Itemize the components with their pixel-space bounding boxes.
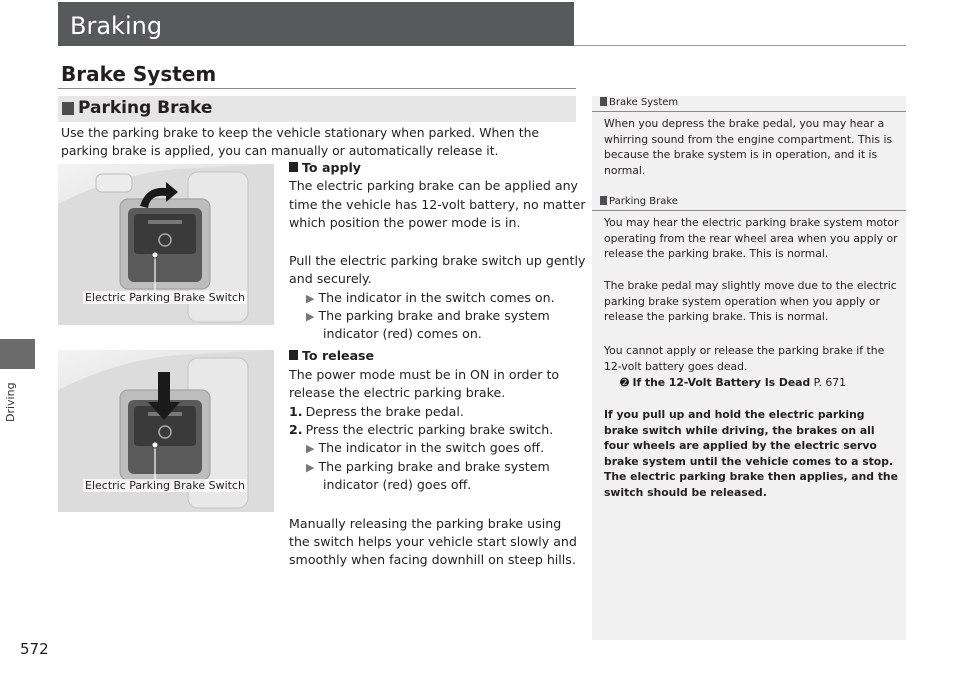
subsection-title: Parking Brake <box>78 98 213 118</box>
release-result: ▶ The parking brake and brake system <box>306 459 550 474</box>
release-closing: Manually releasing the parking brake using <box>289 516 562 531</box>
apply-line: and securely. <box>289 271 372 286</box>
side-label: Driving <box>4 382 17 422</box>
subsection-band <box>58 96 576 122</box>
square-bullet-icon <box>289 350 298 360</box>
release-result-cont: indicator (red) goes off. <box>323 477 472 492</box>
reference-arrow-icon: ➋ <box>620 376 630 389</box>
note-heading: Parking Brake <box>600 196 678 207</box>
release-closing: smoothly when facing downhill on steep hills. <box>289 552 576 567</box>
apply-result: ▶ The parking brake and brake system <box>306 308 550 323</box>
apply-result-cont: indicator (red) comes on. <box>323 326 482 341</box>
release-line: The power mode must be in ON in order to <box>289 367 560 382</box>
arrow-icon: ▶ <box>306 310 315 323</box>
apply-line: Pull the electric parking brake switch up gently <box>289 253 586 268</box>
note-rule <box>592 210 906 211</box>
square-bullet-icon <box>289 162 298 172</box>
chapter-title-bar <box>58 2 574 46</box>
arrow-icon: ▶ <box>306 442 315 455</box>
cross-reference-link[interactable]: ➋ If the 12-Volt Battery Is Dead P. 671 <box>620 376 846 389</box>
apply-line: The electric parking brake can be applied any <box>289 178 579 193</box>
release-step: 2. Press the electric parking brake switch. <box>289 422 554 437</box>
release-result: ▶ The indicator in the switch goes off. <box>306 440 545 455</box>
warning-text: If you pull up and hold the electric parking brake switch while driving, the brakes on all four wheels are applied by the electric servo brake system until the vehicle comes to a stop. The electric parking brake then applies, and the switch should be released. <box>604 408 898 499</box>
page-number: 572 <box>20 640 49 658</box>
photo-apply-switch <box>58 164 274 325</box>
chapter-tab <box>0 339 35 369</box>
note-icon <box>600 196 607 205</box>
note-heading: Brake System <box>600 97 678 108</box>
note-text: The brake pedal may slightly move due to the electric parking brake system operation when you apply or release the parking brake. This is normal. <box>604 279 897 323</box>
release-step: 1. Depress the brake pedal. <box>289 404 464 419</box>
title-rule <box>574 45 906 46</box>
chapter-title: Braking <box>70 12 163 40</box>
note-icon <box>600 97 607 106</box>
arrow-icon: ▶ <box>306 461 315 474</box>
photo-release-switch <box>58 350 274 512</box>
note-text: When you depress the brake pedal, you may hear a whirring sound from the engine compartment. This is because the brake system is in operation, and it is normal. <box>604 117 893 177</box>
photo-caption: Electric Parking Brake Switch <box>85 291 245 304</box>
note-text: You may hear the electric parking brake system motor operating from the rear wheel area when you apply or release the parking brake. This is normal. <box>604 216 899 260</box>
square-bullet-icon <box>62 102 74 115</box>
arrow-icon: ▶ <box>306 292 315 305</box>
release-heading: To release <box>289 348 374 363</box>
photo-caption: Electric Parking Brake Switch <box>85 479 245 492</box>
section-rule <box>58 88 576 89</box>
apply-line: time the vehicle has 12-volt battery, no matter <box>289 197 586 212</box>
apply-result: ▶ The indicator in the switch comes on. <box>306 290 555 305</box>
apply-line: which position the power mode is in. <box>289 215 521 230</box>
release-closing: the switch helps your vehicle start slowly and <box>289 534 577 549</box>
note-text: You cannot apply or release the parking brake if the 12-volt battery goes dead. <box>604 344 885 373</box>
apply-heading: To apply <box>289 160 361 175</box>
section-title: Brake System <box>61 62 217 86</box>
intro-paragraph: Use the parking brake to keep the vehicle stationary when parked. When the parking brake is applied, you can manually or automatically release it. <box>61 125 540 158</box>
release-line: release the electric parking brake. <box>289 385 506 400</box>
note-rule <box>592 111 906 112</box>
